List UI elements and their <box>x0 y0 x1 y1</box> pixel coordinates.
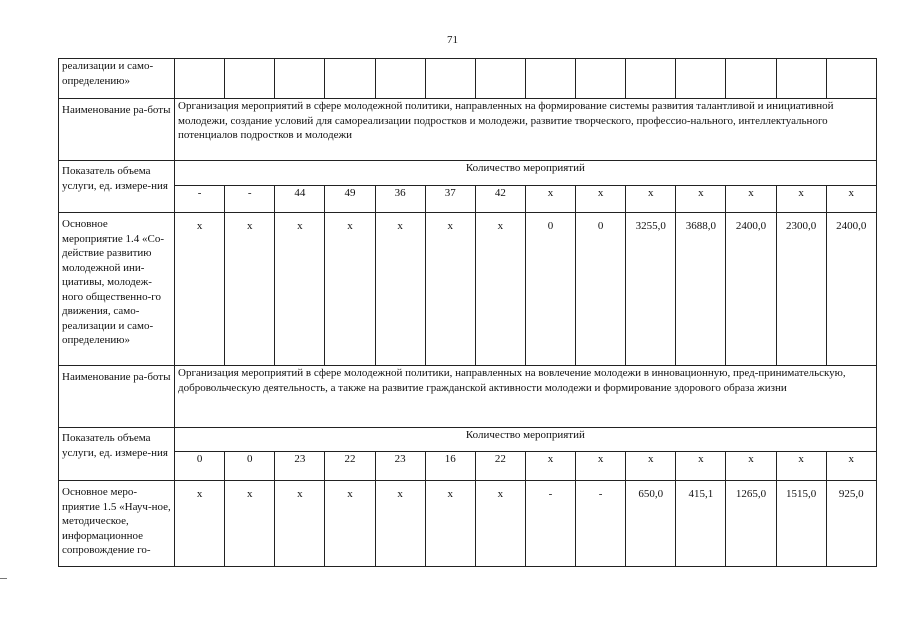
row-label: Основное мероприятие 1.4 «Со-действие развитию молодежной ини-циативы, молодеж-ного общественно-го движения, само-реализации и само-определению» <box>59 213 175 366</box>
row-label: Основное меро-приятие 1.5 «Науч-ное, методическое, информационное сопровождение го- <box>59 481 175 567</box>
row-label: Наименование ра-боты <box>59 366 175 428</box>
table-cell: - <box>225 186 275 213</box>
table-cell: - <box>175 186 225 213</box>
table-cell <box>475 59 525 99</box>
table-cell: x <box>225 481 275 567</box>
table-cell: x <box>325 213 375 366</box>
table-cell: 37 <box>425 186 475 213</box>
table-cell: x <box>826 452 876 481</box>
table-cell <box>225 59 275 99</box>
table-cell: x <box>776 186 826 213</box>
table-cell: 3255,0 <box>626 213 676 366</box>
table-cell: x <box>676 186 726 213</box>
table-cell: 22 <box>325 452 375 481</box>
table-cell: 16 <box>425 452 475 481</box>
table-cell: 0 <box>525 213 575 366</box>
table-cell: x <box>225 213 275 366</box>
table-row <box>59 481 877 567</box>
table-cell: 42 <box>475 186 525 213</box>
table-cell: x <box>676 452 726 481</box>
table-row <box>59 161 877 186</box>
table-cell: 2400,0 <box>726 213 776 366</box>
table-cell <box>626 59 676 99</box>
indicator-header: Количество мероприятий <box>175 428 877 452</box>
table-cell <box>525 59 575 99</box>
table-cell: x <box>475 481 525 567</box>
table-cell: 23 <box>275 452 325 481</box>
table-cell: x <box>525 452 575 481</box>
table-row <box>59 59 877 99</box>
table-cell: 1265,0 <box>726 481 776 567</box>
table-cell: 1515,0 <box>776 481 826 567</box>
table-cell: 415,1 <box>676 481 726 567</box>
table-cell: 0 <box>576 213 626 366</box>
table-cell: 36 <box>375 186 425 213</box>
table-cell: x <box>826 186 876 213</box>
table-cell <box>325 59 375 99</box>
row-label: реализации и само-определению» <box>59 59 175 99</box>
row-label: Показатель объема услуги, ед. измере-ния <box>59 428 175 481</box>
table-cell <box>576 59 626 99</box>
table-cell <box>726 59 776 99</box>
table-cell: x <box>576 452 626 481</box>
table-row <box>59 186 877 213</box>
table-cell: x <box>175 213 225 366</box>
table-row <box>59 452 877 481</box>
table-cell: x <box>525 186 575 213</box>
work-description: Организация мероприятий в сфере молодежной политики, направленных на формирование системы развития талантливой и инициативной молодежи, создание условий для самореализации подростков и молодежи, развитие творческого, профессио-нального, интеллектуального потенциалов подростков и молодежи <box>175 99 877 161</box>
table-cell: x <box>475 213 525 366</box>
table-row <box>59 213 877 366</box>
table-cell <box>275 59 325 99</box>
table-row <box>59 366 877 428</box>
table-cell: 23 <box>375 452 425 481</box>
row-label: Показатель объема услуги, ед. измере-ния <box>59 161 175 213</box>
table-cell: x <box>776 452 826 481</box>
table-cell: x <box>576 186 626 213</box>
table-cell: x <box>425 213 475 366</box>
table-cell <box>375 59 425 99</box>
table-row <box>59 99 877 161</box>
table-cell: 0 <box>175 452 225 481</box>
table-cell: x <box>275 481 325 567</box>
table-cell: 3688,0 <box>676 213 726 366</box>
table-cell: 2400,0 <box>826 213 876 366</box>
table-cell: 49 <box>325 186 375 213</box>
table-cell: - <box>576 481 626 567</box>
table-cell <box>776 59 826 99</box>
table-cell: 925,0 <box>826 481 876 567</box>
budget-table <box>58 58 877 567</box>
table-cell: 650,0 <box>626 481 676 567</box>
page-number: 71 <box>447 34 458 46</box>
table-cell: x <box>275 213 325 366</box>
table-cell: x <box>175 481 225 567</box>
table-cell: x <box>626 452 676 481</box>
table-cell: 44 <box>275 186 325 213</box>
table-cell <box>425 59 475 99</box>
table-cell: x <box>375 213 425 366</box>
table-row <box>59 428 877 452</box>
table-cell: x <box>325 481 375 567</box>
work-description: Организация мероприятий в сфере молодежной политики, направленных на вовлечение молодежи в инновационную, пред-принимательскую, добровольческую деятельность, а также на развитие гражданской активности молодежи и формирование здорового образа жизни <box>175 366 877 428</box>
table-cell: x <box>726 452 776 481</box>
table-cell: x <box>726 186 776 213</box>
table-cell <box>175 59 225 99</box>
table-cell: x <box>425 481 475 567</box>
table-cell: 22 <box>475 452 525 481</box>
table-cell: x <box>375 481 425 567</box>
row-label: Наименование ра-боты <box>59 99 175 161</box>
table-cell <box>826 59 876 99</box>
margin-mark <box>0 578 7 579</box>
table-cell: x <box>626 186 676 213</box>
table-cell: 0 <box>225 452 275 481</box>
indicator-header: Количество мероприятий <box>175 161 877 186</box>
table-cell: 2300,0 <box>776 213 826 366</box>
table-cell: - <box>525 481 575 567</box>
table-cell <box>676 59 726 99</box>
